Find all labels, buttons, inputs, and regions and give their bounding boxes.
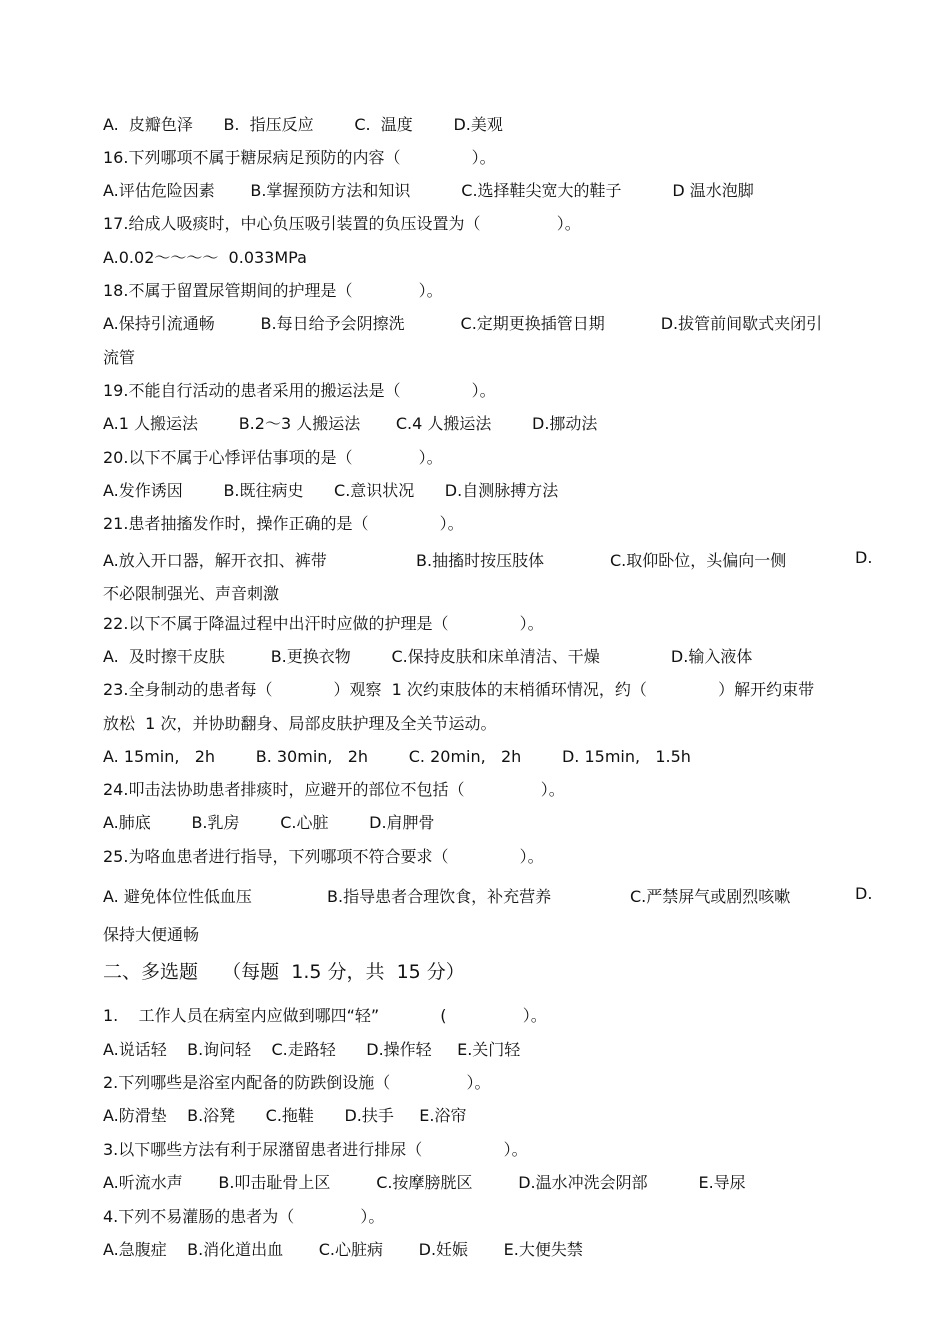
q21-option-d-cont: 不必限制强光、声音刺激: [103, 584, 280, 603]
line-q20: 20.以下不属于心悸评估事项的是（ ）。: [103, 448, 443, 467]
q21-option-a: A.放入开口器，解开衣扣、裤带: [103, 551, 327, 570]
line-q23-cont: 放松 1 次，并协助翻身、局部皮肤护理及全关节运动。: [103, 714, 497, 733]
line-m1-options: A.说话轻 B.询问轻 C.走路轻 D.操作轻 E.关门轻: [103, 1040, 521, 1059]
line-q24-options: A.肺底 B.乳房 C.心脏 D.肩胛骨: [103, 813, 435, 832]
q25-option-b: B.指导患者合理饮食，补充营养: [327, 887, 552, 906]
line-q23-options: A. 15min, 2h B. 30min, 2h C. 20min, 2h D. 15min, 1.5h: [103, 747, 691, 766]
line-q19: 19.不能自行活动的患者采用的搬运法是（ ）。: [103, 381, 496, 400]
line-m4: 4.下列不易灌肠的患者为（ ）。: [103, 1207, 385, 1226]
q25-option-c: C.严禁屏气或剧烈咳嗽: [630, 887, 791, 906]
q21-option-c: C.取仰卧位，头偏向一侧: [610, 551, 787, 570]
line-q23: 23.全身制动的患者每（ ）观察 1 次约束肢体的末梢循环情况，约（ ）解开约束带: [103, 680, 815, 699]
line-m3-options: A.听流水声 B.叩击耻骨上区 C.按摩膀胱区 D.温水冲洗会阴部 E.导尿: [103, 1173, 746, 1192]
line-m3: 3.以下哪些方法有利于尿潴留患者进行排尿（ ）。: [103, 1140, 528, 1159]
line-q16-options: A.评估危险因素 B.掌握预防方法和知识 C.选择鞋尖宽大的鞋子 D 温水泡脚: [103, 181, 754, 200]
line-q22: 22.以下不属于降温过程中出汗时应做的护理是（ ）。: [103, 614, 544, 633]
line-q22-options: A. 及时擦干皮肤 B.更换衣物 C.保持皮肤和床单清洁、干燥 D.输入液体: [103, 647, 753, 666]
line-q18-options-cont: 流管: [103, 348, 136, 367]
line-q17-options: A.0.02～～～～ 0.033MPa: [103, 248, 307, 267]
q21-option-b: B.抽搐时按压肢体: [416, 551, 545, 570]
line-m1: 1. 工作人员在病室内应做到哪四“轻” ( ）。: [103, 1006, 547, 1025]
line-q25-options-cont: 保持大便通畅: [103, 925, 200, 944]
line-m4-options: A.急腹症 B.消化道出血 C.心脏病 D.妊娠 E.大便失禁: [103, 1240, 583, 1259]
line-q15-options: A. 皮瓣色泽 B. 指压反应 C. 温度 D.美观: [103, 115, 503, 134]
q21-option-d: D.: [855, 548, 873, 567]
line-q25: 25.为咯血患者进行指导，下列哪项不符合要求（ ）。: [103, 847, 544, 866]
line-q20-options: A.发作诱因 B.既往病史 C.意识状况 D.自测脉搏方法: [103, 481, 559, 500]
line-q18-options: A.保持引流通畅 B.每日给予会阴擦洗 C.定期更换插管日期 D.拔管前间歇式夹闭引: [103, 314, 823, 333]
line-section2: 二、多选题 （每题 1.5 分，共 15 分）: [103, 961, 465, 983]
line-q17: 17.给成人吸痰时，中心负压吸引装置的负压设置为（ ）。: [103, 214, 581, 233]
line-q24: 24.叩击法协助患者排痰时，应避开的部位不包括（ ）。: [103, 780, 565, 799]
line-q16: 16.下列哪项不属于糖尿病足预防的内容（ ）。: [103, 148, 496, 167]
line-q21: 21.患者抽搐发作时，操作正确的是（ ）。: [103, 514, 464, 533]
line-m2-options: A.防滑垫 B.浴凳 C.拖鞋 D.扶手 E.浴帘: [103, 1106, 467, 1125]
line-m2: 2.下列哪些是浴室内配备的防跌倒设施（ ）。: [103, 1073, 491, 1092]
q25-option-d: D.: [855, 884, 873, 903]
line-q18: 18.不属于留置尿管期间的护理是（ ）。: [103, 281, 443, 300]
q25-option-a: A. 避免体位性低血压: [103, 887, 252, 906]
line-q19-options: A.1 人搬运法 B.2～3 人搬运法 C.4 人搬运法 D.挪动法: [103, 414, 598, 433]
